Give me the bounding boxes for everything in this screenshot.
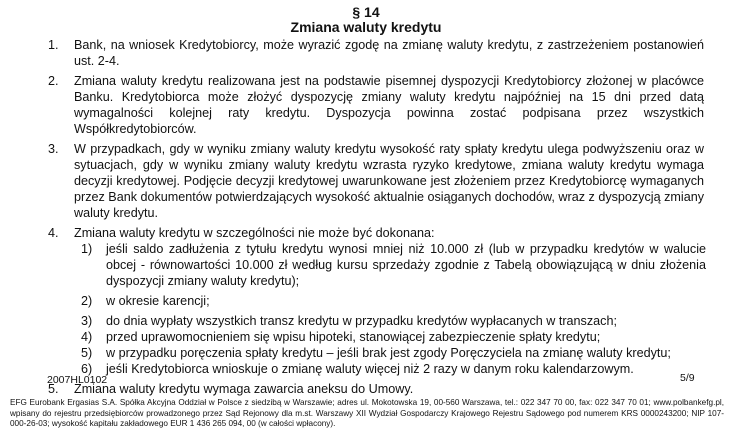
section-body xyxy=(0,37,732,397)
item-text: Zmiana waluty kredytu w szczególności nie może być dokonana: xyxy=(74,226,435,240)
section-title: Zmiana waluty kredytu xyxy=(290,19,442,35)
item-number: 5. xyxy=(48,382,59,396)
sub-list-item xyxy=(0,361,732,377)
sub-item-number: 3) xyxy=(81,314,93,328)
list-item xyxy=(0,73,732,137)
item-text: Zmiana waluty kredytu wymaga zawarcia aneksu do Umowy. xyxy=(74,382,414,396)
sub-item-number: 6) xyxy=(81,362,93,376)
sub-list-item xyxy=(0,241,732,289)
document-code: 2007HL0102 xyxy=(47,374,108,386)
item-number: 2. xyxy=(48,74,59,88)
sub-item-number: 5) xyxy=(81,346,93,360)
item-number: 4. xyxy=(48,226,59,240)
sub-item-text: w przypadku poręczenia spłaty kredytu – jeśli brak jest zgody Poręczyciela na zmianę waluty kredytu; xyxy=(106,346,671,360)
sub-item-text: przed uprawomocnieniem się wpisu hipoteki, stanowiącej zabezpieczenie spłaty kredytu; xyxy=(106,330,601,344)
list-item xyxy=(0,225,732,241)
sub-item-text: w okresie karencji; xyxy=(106,294,210,308)
item-number: 1. xyxy=(48,38,59,52)
page-number: 5/9 xyxy=(680,372,695,384)
list-item xyxy=(0,381,732,397)
item-text: Zmiana waluty kredytu realizowana jest na podstawie pisemnej dyspozycji Kredytobiorcy złożonej w placówce Banku. Kredytobiorca może złożyć dyspozycję zmiany waluty kredytu najpóźniej na 15 dni przed datą wymagalności kolejnej raty kredytu. Dyspozycja powinna zostać podpisana przez wszystkich Współkredytobiorców. xyxy=(74,74,704,136)
sub-list-item xyxy=(0,313,732,329)
sub-item-number: 2) xyxy=(81,294,93,308)
list-item xyxy=(0,37,732,69)
section-number: § 14 xyxy=(352,4,380,20)
list-item xyxy=(0,141,732,221)
sub-item-text: jeśli Kredytobiorca wnioskuje o zmianę waluty więcej niż 2 razy w danym roku kalendarzowym. xyxy=(106,362,634,376)
item-text: W przypadkach, gdy w wyniku zmiany waluty kredytu wysokość raty spłaty kredytu ulega podwyższeniu oraz w sytuacjach, gdy w wyniku zmiany waluty kredytu wzrasta ryzyko kredytowe, zmiana waluty kredytu wymaga decyzji kredytowej. Podjęcie decyzji kredytowej uwarunkowane jest złożeniem przez Kredytobiorcę wymaganych przez Bank dokumentów potwierdzających wysokość aktualnie osiąganych dochodów, wraz z dyspozycją zmiany waluty kredytu. xyxy=(74,142,705,220)
sub-list-item xyxy=(0,345,732,361)
item-text: Bank, na wniosek Kredytobiorcy, może wyrazić zgodę na zmianę waluty kredytu, z zastrzeżeniem postanowień ust. 2-4. xyxy=(74,38,704,68)
item-number: 3. xyxy=(48,142,59,156)
sub-item-number: 1) xyxy=(81,242,93,256)
sub-list-item xyxy=(0,293,732,309)
footer-text: EFG Eurobank Ergasias S.A. Spółka Akcyjna Oddział w Polsce z siedzibą w Warszawie; adres ul. Mokotowska 19, 00-560 Warszawa, tel.: 022 347 70 00, fax: 022 347 70 01; www.polbankefg.pl, wpisany do rejestru przedsiębiorców prowadzonego przez Sąd Rejonowy dla m.st. Warszawy XII Wydział Gospodarczy Krajowego Rejestru Sądowego pod numerem KRS 0000243200; NIP 107-000-26-03; wysokość kapitału zakładowego EUR 1 436 265 094, 00 (w całości wpłacony). xyxy=(10,398,724,428)
sub-item-number: 4) xyxy=(81,330,93,344)
sub-item-text: do dnia wypłaty wszystkich transz kredytu w przypadku kredytów wypłacanych w transzach; xyxy=(106,314,617,328)
sub-item-text: jeśli saldo zadłużenia z tytułu kredytu wynosi mniej niż 10.000 zł (lub w przypadku kredytów w walucie obcej - równowartości 10.000 zł według kursu sprzedaży zgodnie z Tabelą obowiązującą w dniu złożenia dyspozycji zmiany waluty kredytu); xyxy=(106,242,706,288)
sub-list-item xyxy=(0,329,732,345)
